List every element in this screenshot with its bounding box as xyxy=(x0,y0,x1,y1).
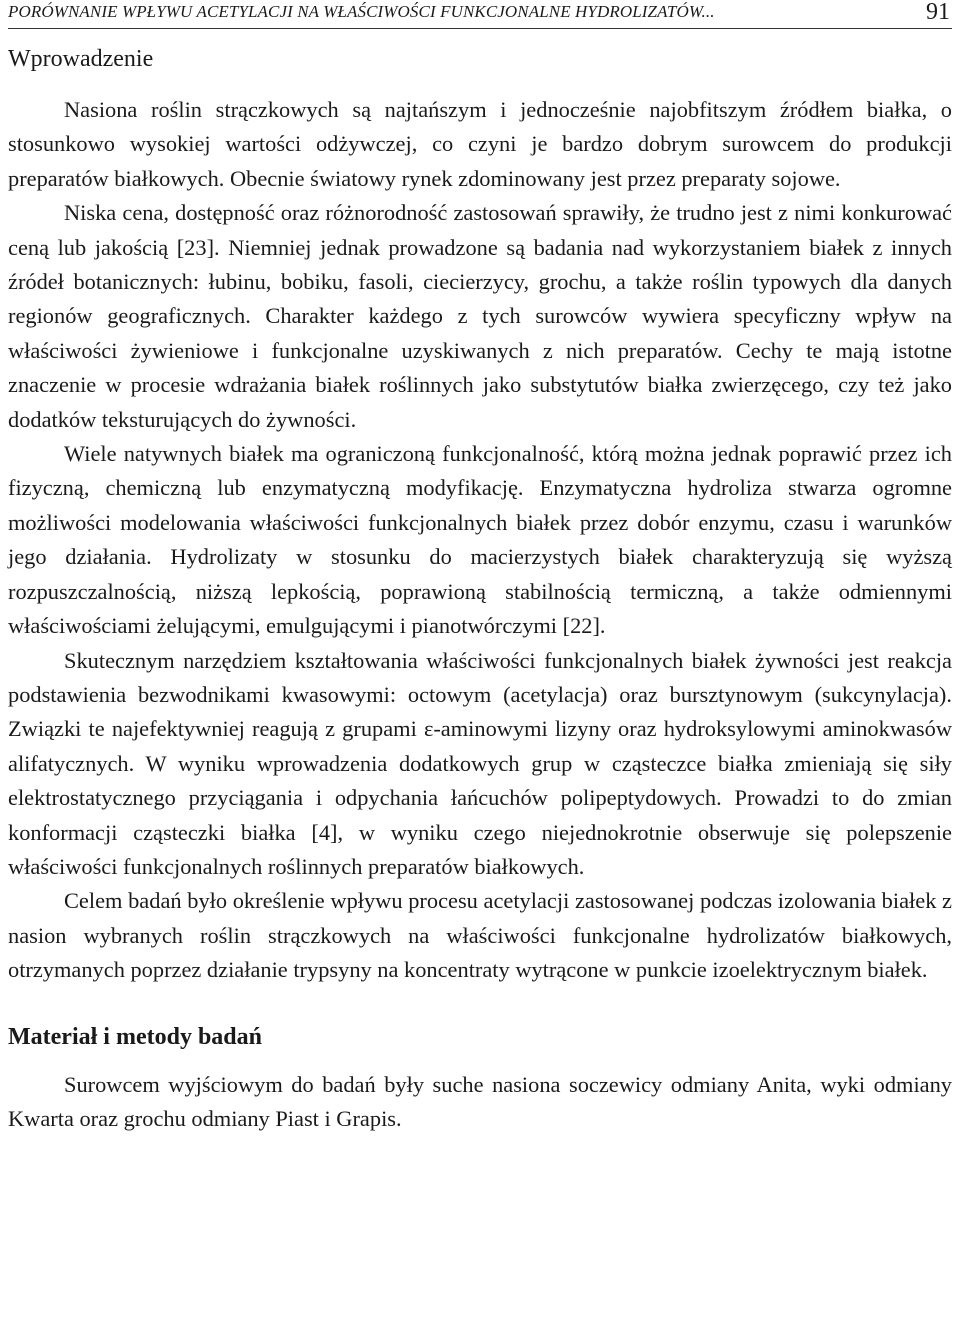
paragraph: Surowcem wyjściowym do badań były suche nasiona soczewicy odmiany Anita, wyki odmiany Kwarta oraz grochu odmiany Piast i Grapis. xyxy=(8,1071,952,1131)
section-spacer xyxy=(8,988,952,1020)
paragraph: Wiele natywnych białek ma ograniczoną funkcjonalność, którą można jednak poprawić przez ich fizyczną, chemiczną lub enzymatyczną modyfikację. Enzymatyczna hydroliza stwarza ogromne możliwości modelowania właściwości funkcjonalnych białek przez dobór enzymu, czasu i warunków jego działania. Hydrolizaty w stosunku do macierzystych białek charakteryzują się wyższą rozpuszczalnością, niższą lepkością, poprawioną stabilnością termiczną, a także odmiennymi właściwościami żelującymi, emulgującymi i pianotwórczymi [22]. xyxy=(8,441,952,639)
article-body xyxy=(8,42,952,1136)
paragraph: Nasiona roślin strączkowych są najtańszym i jednocześnie najobfitszym źródłem białka, o stosunkowo wysokiej wartości odżywczej, co czyni je bardzo dobrym surowcem do produkcji preparatów białkowych. Obecnie światowy rynek zdominowany jest przez preparaty sojowe. xyxy=(8,97,952,191)
section-heading-introduction: Wprowadzenie xyxy=(8,46,154,72)
paragraph: Celem badań było określenie wpływu procesu acetylacji zastosowanej podczas izolowania białek z nasion wybranych roślin strączkowych na właściwości funkcjonalne hydrolizatów białkowych, otrzymanych poprzez działanie trypsyny na koncentraty wytrącone w punkcie izoelektrycznym białek. xyxy=(8,888,952,983)
running-header xyxy=(8,0,952,29)
paragraph: Niska cena, dostępność oraz różnorodność zastosowań sprawiły, że trudno jest z nimi konkurować ceną lub jakością [23]. Niemniej jednak prowadzone są badania nad wykorzystaniem białek z innych źródeł botanicznych: łubinu, bobiku, fasoli, ciecierzycy, grochu, a także roślin typowych dla danych regionów geograficznych. Charakter każdego z tych surowców wywiera specyficzny wpływ na właściwości żywieniowe i funkcjonalne uzyskiwanych z nich preparatów. Cechy te mają istotne znaczenie w procesie wdrażania białek roślinnych jako substytutów białka zwierzęcego, czy też jako dodatków teksturujących do żywności. xyxy=(8,200,952,432)
paragraph: Skutecznym narzędziem kształtowania właściwości funkcjonalnych białek żywności jest reakcja podstawienia bezwodnikami kwasowymi: octowym (acetylacja) oraz bursztynowym (sukcynylacja). Związki te najefektywniej reagują z grupami ε-aminowymi lizyny oraz hydroksylowymi aminokwasów alifatycznych. W wyniku wprowadzenia dodatkowych grup w cząsteczce białka zmieniają się siły elektrostatycznego przyciągania i odpychania łańcuchów polipeptydowych. Prowadzi to do zmian konformacji cząsteczki białka [4], w wyniku czego niejednokrotnie obserwuje się polepszenie właściwości funkcjonalnych roślinnych preparatów białkowych. xyxy=(8,647,952,879)
section-heading-methods: Materiał i metody badań xyxy=(8,1023,262,1050)
running-title: PORÓWNANIE WPŁYWU ACETYLACJI NA WŁAŚCIWOŚCI FUNKCJONALNE HYDROLIZATÓW... xyxy=(8,2,715,21)
page-number: 91 xyxy=(926,0,950,25)
